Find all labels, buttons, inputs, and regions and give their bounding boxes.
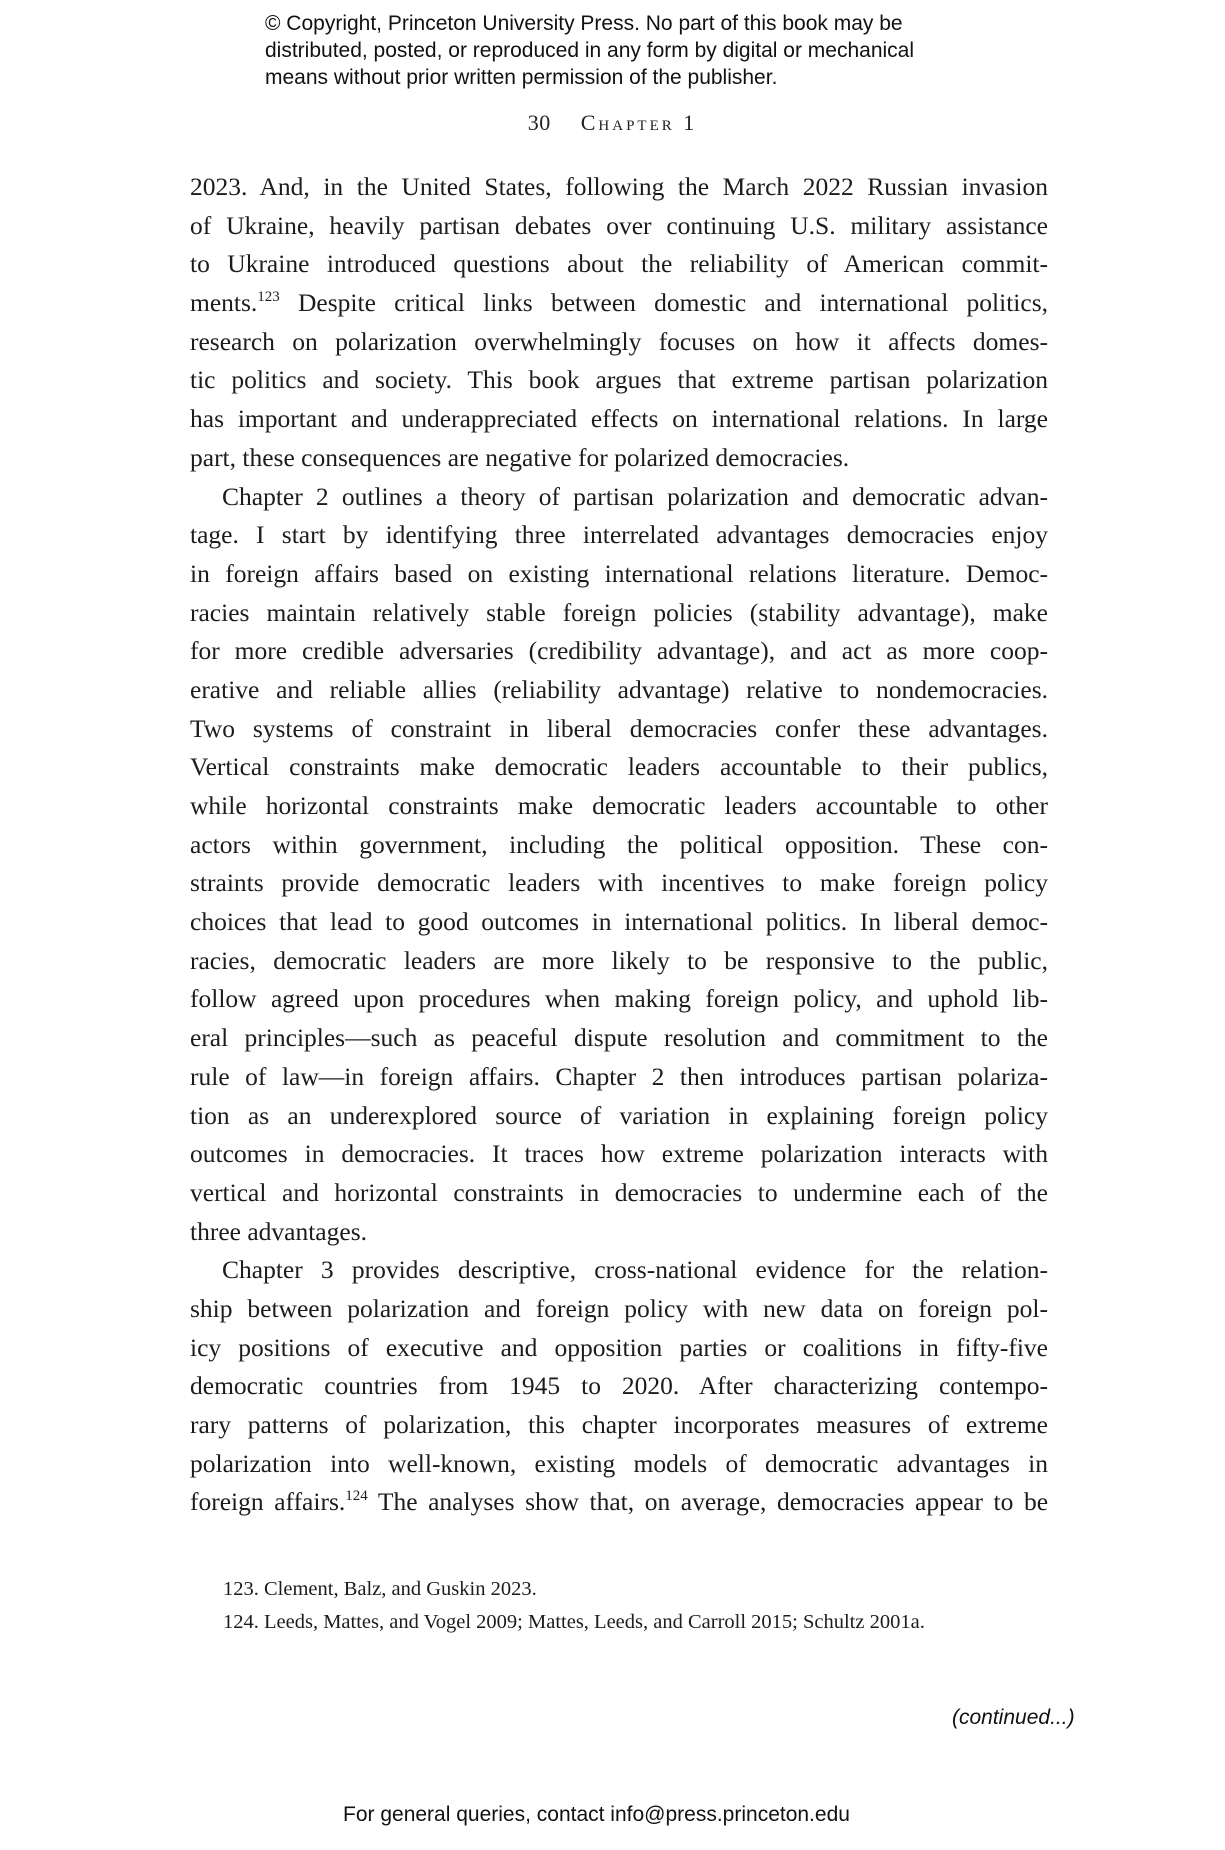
copyright-line: © Copyright, Princeton University Press. No part of this book may be — [265, 12, 903, 35]
body-line: in foreign affairs based on existing international relations literature. Democ- — [190, 558, 1048, 588]
body-line: has important and underappreciated effects on international relations. In large — [190, 404, 1048, 434]
body-line: follow agreed upon procedures when making foreign policy, and uphold lib- — [190, 984, 1048, 1014]
body-line: tage. I start by identifying three interrelated advantages democracies enjoy — [190, 520, 1048, 550]
continued-label: (continued...) — [952, 1706, 1075, 1729]
body-line: Chapter 3 provides descriptive, cross-national evidence for the relation- — [222, 1255, 1048, 1285]
line-text: ments. — [190, 288, 258, 318]
body-line: straints provide democratic leaders with incentives to make foreign policy — [190, 868, 1048, 898]
body-line: racies maintain relatively stable foreign policies (stability advantage), make — [190, 597, 1048, 627]
body-line: to Ukraine introduced questions about the reliability of American commit- — [190, 249, 1048, 279]
line-text: The analyses show that, on average, democracies appear to be — [367, 1487, 1049, 1517]
line-text: Despite critical links between domestic and international politics, — [279, 288, 1048, 318]
copyright-line: distributed, posted, or reproduced in any form by digital or mechanical — [265, 39, 915, 62]
body-line: research on polarization overwhelmingly focuses on how it affects domes- — [190, 326, 1048, 356]
body-line: vertical and horizontal constraints in democracies to undermine each of the — [190, 1177, 1048, 1207]
body-line: eral principles—such as peaceful dispute resolution and commitment to the — [190, 1023, 1048, 1053]
footnote-ref-123[interactable]: 123 — [257, 289, 280, 306]
body-line: 2023. And, in the United States, following the March 2022 Russian invasion — [190, 172, 1048, 201]
body-line: tion as an underexplored source of variation in explaining foreign policy — [190, 1100, 1048, 1130]
footnote-123: 123. Clement, Balz, and Guskin 2023. — [223, 1578, 537, 1600]
copyright-notice — [265, 10, 1025, 91]
body-line: ship between polarization and foreign policy with new data on foreign pol- — [190, 1293, 1048, 1323]
body-line — [190, 1483, 1048, 1522]
body-line: three advantages. — [190, 1216, 367, 1246]
body-line: icy positions of executive and opposition parties or coalitions in fifty-five — [190, 1332, 1048, 1362]
body-line: racies, democratic leaders are more likely to be responsive to the public, — [190, 945, 1048, 975]
body-line: for more credible adversaries (credibility advantage), and act as more coop- — [190, 636, 1048, 666]
body-line: part, these consequences are negative for polarized democracies. — [190, 442, 850, 472]
line-text: foreign affairs. — [190, 1487, 346, 1517]
body-text — [190, 168, 1048, 1522]
page-number: 30 — [527, 110, 551, 135]
copyright-line: means without prior written permission of the publisher. — [265, 66, 778, 89]
body-line: erative and reliable allies (reliability advantage) relative to nondemocracies. — [190, 674, 1048, 704]
body-line: polarization into well-known, existing models of democratic advantages in — [190, 1448, 1048, 1478]
chapter-label: Chapter 1 — [580, 110, 698, 135]
body-line: choices that lead to good outcomes in international politics. In liberal democ- — [190, 907, 1048, 937]
running-head — [0, 110, 1225, 136]
body-line: democratic countries from 1945 to 2020. After characterizing contempo- — [190, 1371, 1048, 1401]
footnote-124: 124. Leeds, Mattes, and Vogel 2009; Mattes, Leeds, and Carroll 2015; Schultz 2001a. — [223, 1611, 925, 1633]
body-line: rule of law—in foreign affairs. Chapter 2 then introduces partisan polariza- — [190, 1061, 1048, 1091]
body-line: of Ukraine, heavily partisan debates over continuing U.S. military assistance — [190, 210, 1048, 240]
footnotes — [223, 1573, 1073, 1639]
body-line: Chapter 2 outlines a theory of partisan polarization and democratic advan- — [222, 481, 1048, 511]
body-line: Vertical constraints make democratic leaders accountable to their publics, — [190, 752, 1048, 782]
body-line: outcomes in democracies. It traces how extreme polarization interacts with — [190, 1139, 1048, 1169]
body-line: actors within government, including the political opposition. These con- — [190, 829, 1048, 859]
body-line — [190, 284, 1048, 323]
body-line: Two systems of constraint in liberal democracies confer these advantages. — [190, 713, 1048, 743]
contact-footer: For general queries, contact info@press.princeton.edu — [343, 1803, 850, 1826]
body-line: while horizontal constraints make democratic leaders accountable to other — [190, 791, 1048, 820]
footnote-ref-124[interactable]: 124 — [345, 1488, 368, 1505]
body-line: rary patterns of polarization, this chapter incorporates measures of extreme — [190, 1410, 1048, 1439]
body-line: tic politics and society. This book argues that extreme partisan polarization — [190, 365, 1048, 395]
